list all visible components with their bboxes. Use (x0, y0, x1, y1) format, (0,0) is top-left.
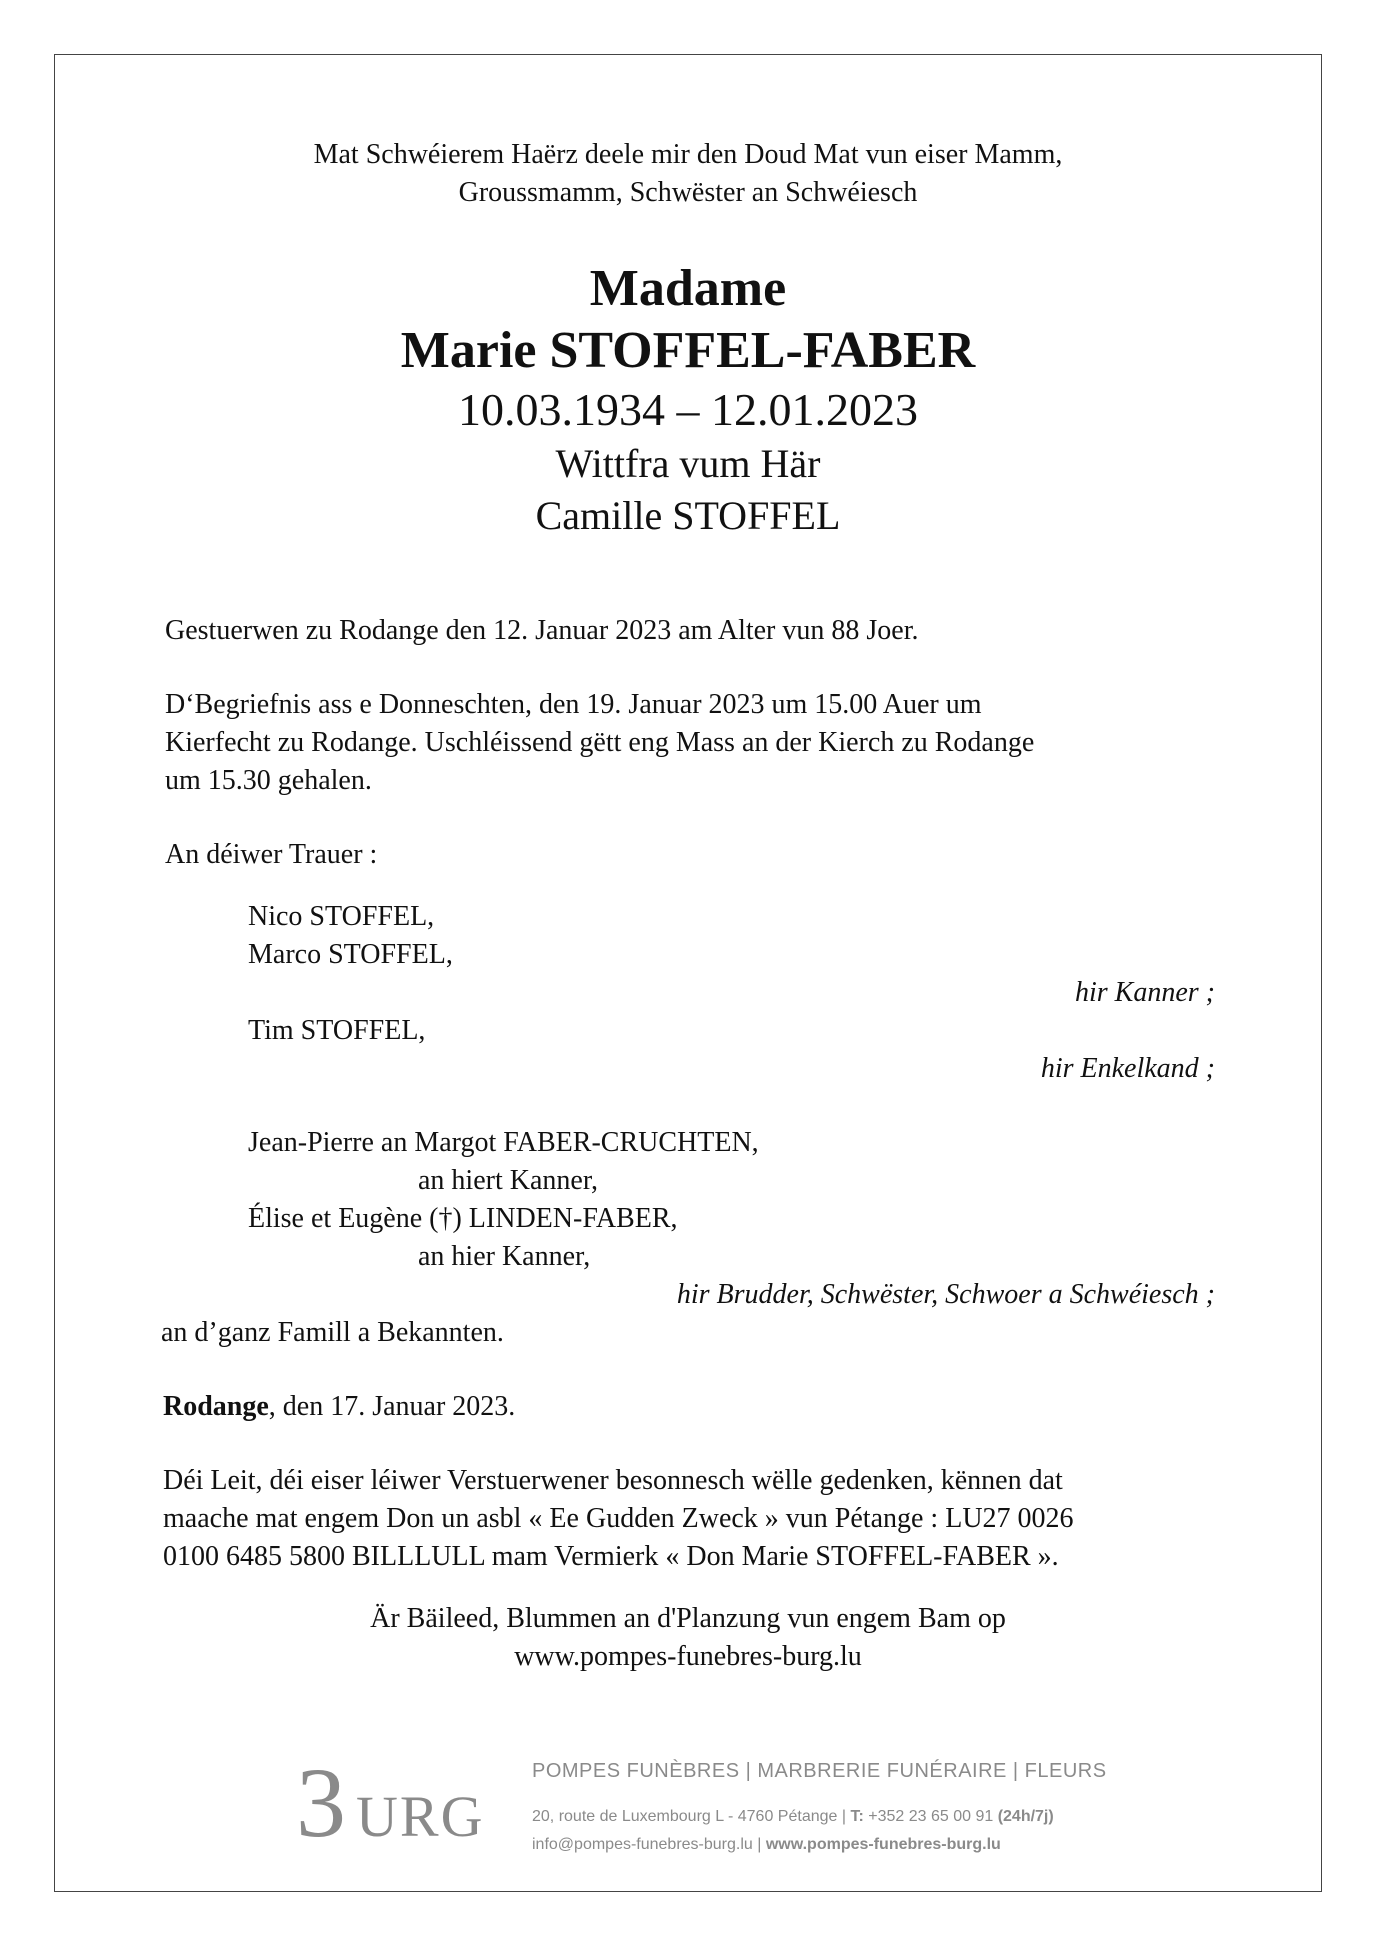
funeral-line-3: um 15.30 gehalen. (165, 765, 372, 796)
footer-contact-line (532, 1836, 1001, 1854)
child-2: Marco STOFFEL, (248, 939, 453, 970)
grandchild-1: Tim STOFFEL, (248, 1015, 426, 1046)
intro-text (54, 136, 1322, 212)
deceased-block (54, 258, 1322, 542)
footer-phone-label: T: (850, 1808, 864, 1825)
donation-line-3: 0100 6485 5800 BILLLULL mam Vermierk « Don Marie STOFFEL-FABER ». (163, 1541, 1059, 1572)
logo-letter-b: 3 (296, 1748, 346, 1848)
widow-of: Wittfra vum Här (555, 441, 821, 486)
footer-phone: +352 23 65 00 91 (863, 1808, 998, 1825)
funeral-line-1: D‘Begriefnis ass e Donneschten, den 19. Januar 2023 um 15.00 Auer um (165, 689, 982, 720)
sibling-2: Élise et Eugène (†) LINDEN-FABER, (248, 1203, 678, 1234)
death-notice: Gestuerwen zu Rodange den 12. Januar 2023 am Alter vun 88 Joer. (165, 615, 919, 646)
date: , den 17. Januar 2023. (268, 1391, 516, 1422)
family-line: an d’ganz Famill a Bekannten. (161, 1317, 504, 1348)
footer-address-line (532, 1808, 1054, 1826)
burg-logo (296, 1748, 486, 1848)
condolence-website[interactable]: www.pompes-funebres-burg.lu (514, 1641, 862, 1672)
sibling-2-children: an hier Kanner, (418, 1241, 591, 1272)
footer-hours: (24h/7j) (997, 1808, 1054, 1825)
deceased-dates: 10.03.1934 – 12.01.2023 (458, 384, 918, 435)
condolence-info (54, 1600, 1322, 1676)
sibling-1: Jean-Pierre an Margot FABER-CRUCHTEN, (248, 1127, 759, 1158)
logo-letters: URG (356, 1784, 485, 1848)
funeral-line-2: Kierfecht zu Rodange. Uschléissend gëtt eng Mass an der Kierch zu Rodange (165, 727, 1035, 758)
sibling-1-children: an hiert Kanner, (418, 1165, 599, 1196)
children-label: hir Kanner ; (1075, 977, 1215, 1008)
grandchildren-label: hir Enkelkand ; (1040, 1053, 1215, 1084)
intro-line-2: Groussmamm, Schwëster an Schwéiesch (458, 177, 918, 208)
intro-line-1: Mat Schwéierem Haërz deele mir den Doud Mat vun eiser Mamm, (313, 139, 1063, 170)
place-date (163, 1388, 515, 1426)
footer-email[interactable]: info@pompes-funebres-burg.lu | (532, 1836, 766, 1853)
footer-address: 20, route de Luxembourg L - 4760 Pétange | (532, 1808, 851, 1825)
siblings-label: hir Brudder, Schwëster, Schwoer a Schwéiesch ; (676, 1279, 1215, 1310)
donation-line-2: maache mat engem Don un asbl « Ee Gudden Zweck » vun Pétange : LU27 0026 (163, 1503, 1074, 1534)
condolence-line-1: Är Bäileed, Blummen an d'Planzung vun engem Bam op (370, 1603, 1006, 1634)
spouse-name: Camille STOFFEL (535, 493, 841, 538)
footer-services: POMPES FUNÈBRES | MARBRERIE FUNÉRAIRE | FLEURS (532, 1760, 1107, 1782)
deceased-title: Madame (589, 260, 787, 317)
child-1: Nico STOFFEL, (248, 901, 435, 932)
donation-line-1: Déi Leit, déi eiser léiwer Verstuerwener besonnesch wëlle gedenken, kënnen dat (163, 1465, 1063, 1496)
donation-info (163, 1462, 1074, 1576)
footer-website[interactable]: www.pompes-funebres-burg.lu (765, 1836, 1001, 1853)
mourners-heading: An déiwer Trauer : (165, 839, 378, 870)
place: Rodange (163, 1391, 269, 1422)
funeral-info (165, 686, 1034, 800)
deceased-name: Marie STOFFEL-FABER (400, 322, 976, 379)
